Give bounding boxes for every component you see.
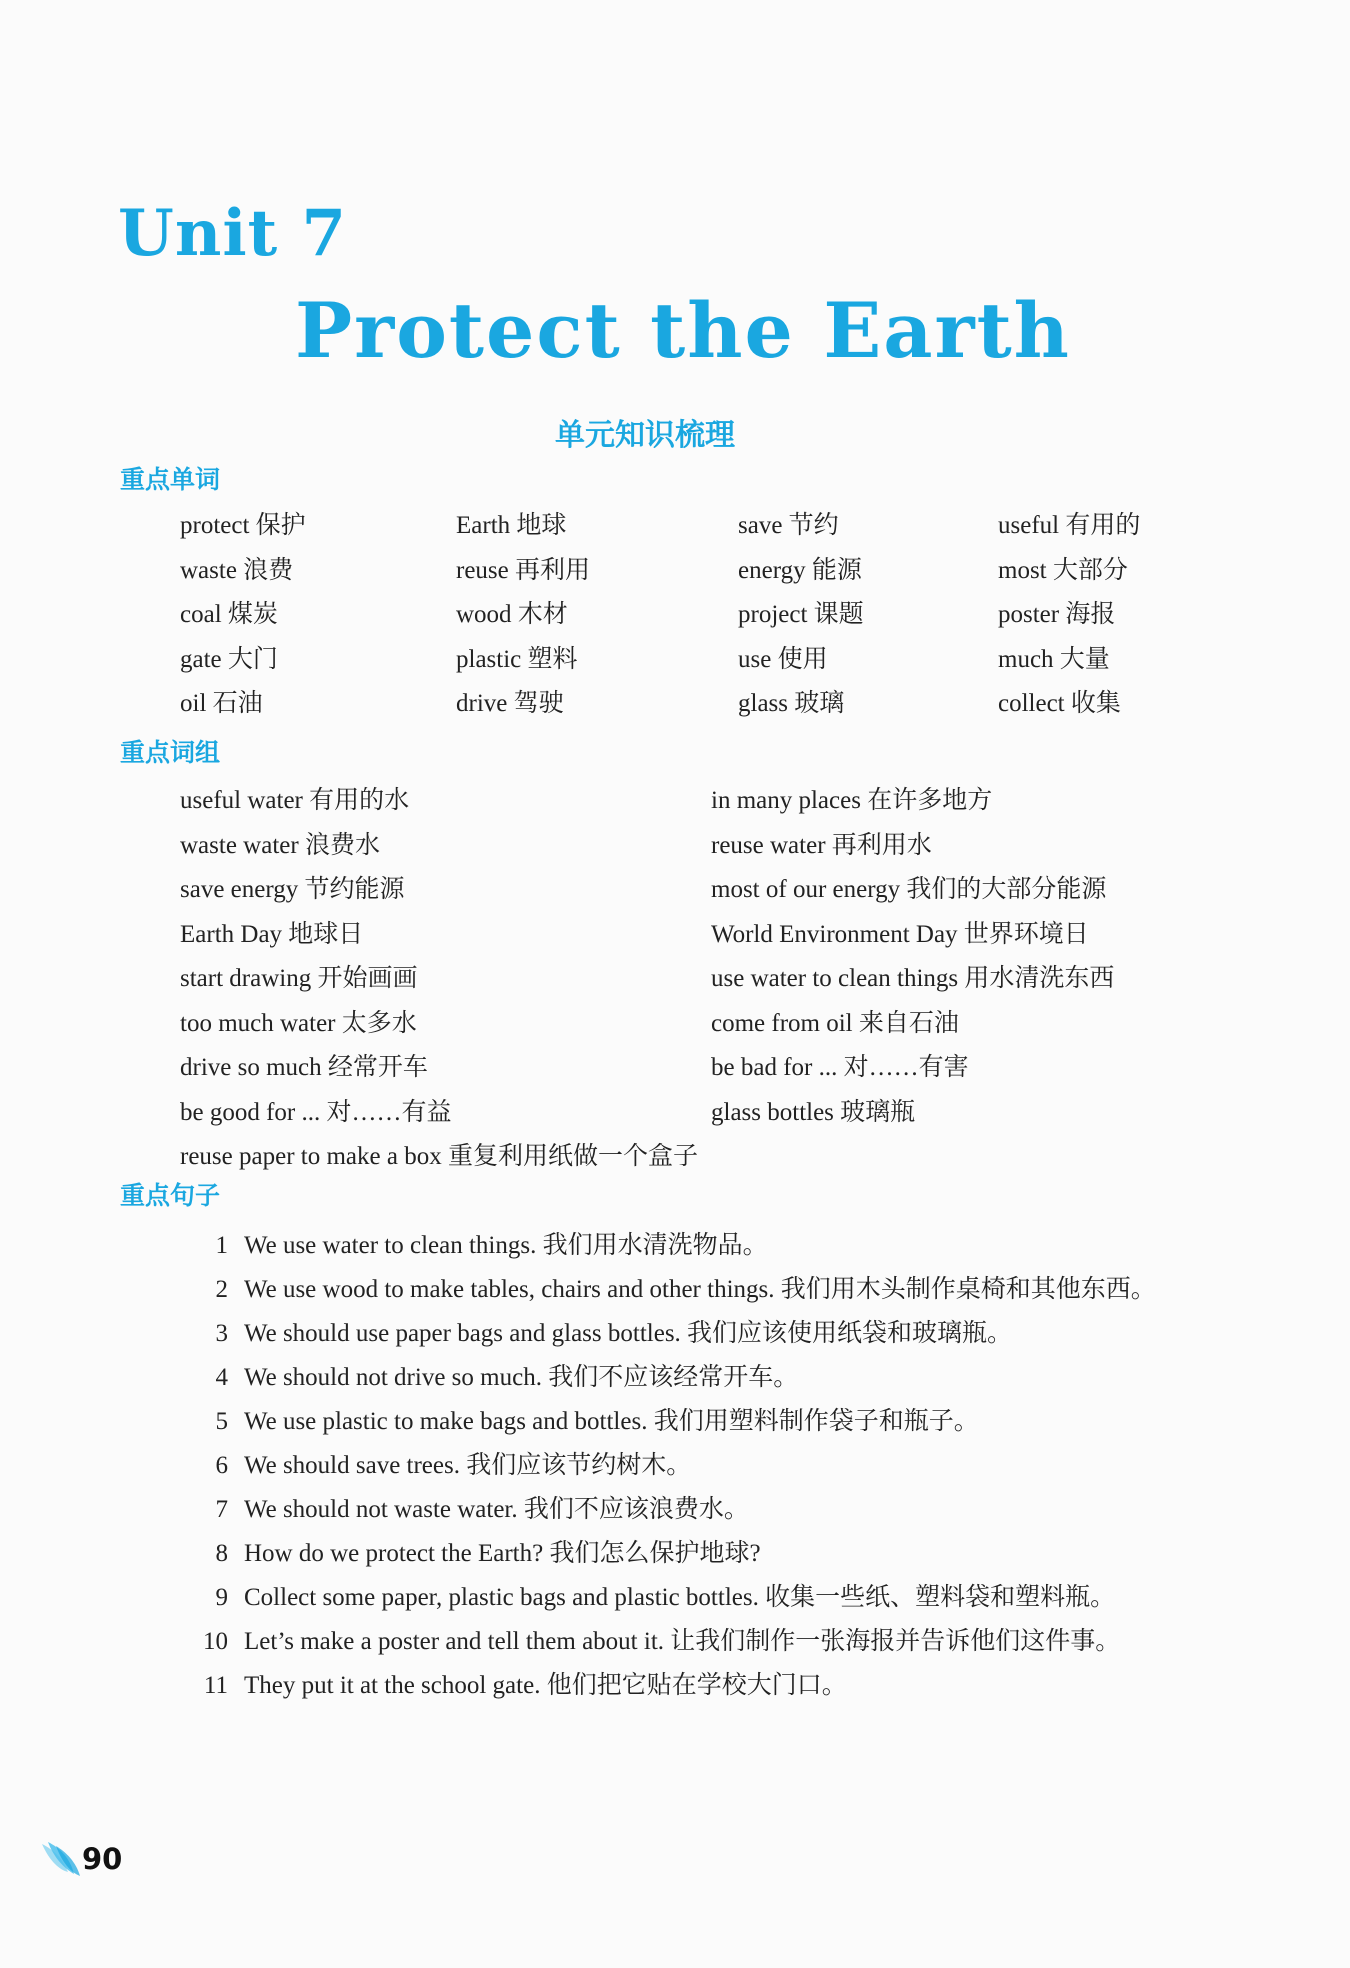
word-item: project 课题 xyxy=(738,601,864,628)
sentence-number: 10 xyxy=(203,1628,228,1655)
phrase-item: World Environment Day 世界环境日 xyxy=(711,920,1089,948)
sentence-text: We should use paper bags and glass bottles. 我们应该使用纸袋和玻璃瓶。 xyxy=(244,1320,1013,1347)
key-words-heading: 重点单词 xyxy=(120,465,221,494)
sentence-item xyxy=(180,1356,1200,1400)
sentence-text: We should not waste water. 我们不应该浪费水。 xyxy=(244,1496,749,1523)
sentence-item xyxy=(180,1224,1200,1268)
sentence-text: Let’s make a poster and tell them about it. 让我们制作一张海报并告诉他们这件事。 xyxy=(244,1628,1121,1655)
phrase-item: use water to clean things 用水清洗东西 xyxy=(711,965,1115,992)
word-item: protect 保护 xyxy=(180,512,306,539)
section-title: 单元知识梳理 xyxy=(555,418,735,453)
word-item: energy 能源 xyxy=(738,556,862,584)
sentence-text: We use water to clean things. 我们用水清洗物品。 xyxy=(244,1232,768,1259)
sentence-text: We should not drive so much. 我们不应该经常开车。 xyxy=(244,1364,799,1391)
phrase-item: most of our energy 我们的大部分能源 xyxy=(711,876,1107,903)
phrase-item: save energy 节约能源 xyxy=(180,876,405,903)
sentence-number: 9 xyxy=(215,1584,228,1611)
sentence-item xyxy=(180,1268,1200,1312)
word-item: gate 大门 xyxy=(180,645,278,673)
unit-title: Unit 7 xyxy=(118,196,348,271)
sentence-item xyxy=(180,1444,1200,1488)
word-item: plastic 塑料 xyxy=(456,645,578,673)
phrase-item: in many places 在许多地方 xyxy=(711,787,993,814)
phrase-item: Earth Day 地球日 xyxy=(180,920,364,948)
sentence-number: 11 xyxy=(203,1672,228,1699)
word-item: coal 煤炭 xyxy=(180,601,278,628)
phrase-item: come from oil 来自石油 xyxy=(711,1009,959,1037)
sentence-text: We use wood to make tables, chairs and other things. 我们用木头制作桌椅和其他东西。 xyxy=(244,1276,1156,1303)
phrase-item: too much water 太多水 xyxy=(180,1009,417,1037)
word-item: oil 石油 xyxy=(180,690,263,717)
sentence-text: We use plastic to make bags and bottles. 我们用塑料制作袋子和瓶子。 xyxy=(244,1408,979,1435)
sentence-item xyxy=(180,1664,1200,1708)
word-item: drive 驾驶 xyxy=(456,690,564,717)
sentence-number: 4 xyxy=(215,1364,228,1391)
phrase-item: glass bottles 玻璃瓶 xyxy=(711,1098,916,1126)
sentence-number: 1 xyxy=(215,1232,228,1259)
sentence-number: 7 xyxy=(215,1496,228,1523)
sentence-number: 8 xyxy=(215,1540,228,1567)
phrase-item: be good for ... 对……有益 xyxy=(180,1098,452,1126)
page-title: Protect the Earth xyxy=(295,286,1071,375)
word-item: waste 浪费 xyxy=(180,556,294,584)
sentence-text: Collect some paper, plastic bags and plastic bottles. 收集一些纸、塑料袋和塑料瓶。 xyxy=(244,1584,1116,1611)
phrase-item: drive so much 经常开车 xyxy=(180,1054,428,1081)
word-item: most 大部分 xyxy=(998,556,1128,584)
sentence-number: 5 xyxy=(215,1408,228,1435)
sentence-number: 2 xyxy=(215,1276,228,1303)
leaf-icon xyxy=(40,1840,84,1880)
sentence-text: They put it at the school gate. 他们把它贴在学校大门口。 xyxy=(244,1672,847,1699)
word-item: save 节约 xyxy=(738,512,839,539)
key-phrases-grid xyxy=(180,780,1231,1136)
word-item: reuse 再利用 xyxy=(456,556,590,584)
key-words-grid xyxy=(180,505,1238,728)
word-item: glass 玻璃 xyxy=(738,690,845,717)
phrase-item: be bad for ... 对……有害 xyxy=(711,1054,969,1081)
phrase-item: useful water 有用的水 xyxy=(180,787,410,814)
sentence-item xyxy=(180,1400,1200,1444)
sentence-item xyxy=(180,1312,1200,1356)
page-number: 90 xyxy=(82,1842,123,1876)
key-sentences-list xyxy=(180,1224,1200,1708)
word-item: Earth 地球 xyxy=(456,512,567,539)
key-phrases-heading: 重点词组 xyxy=(120,738,221,767)
word-item: poster 海报 xyxy=(998,601,1116,628)
sentence-item xyxy=(180,1488,1200,1532)
sentence-item xyxy=(180,1620,1200,1664)
phrase-item: start drawing 开始画画 xyxy=(180,965,418,992)
word-item: wood 木材 xyxy=(456,601,568,628)
word-item: collect 收集 xyxy=(998,690,1121,717)
sentence-item xyxy=(180,1576,1200,1620)
sentence-item xyxy=(180,1532,1200,1576)
sentence-number: 6 xyxy=(215,1452,228,1479)
word-item: much 大量 xyxy=(998,645,1110,673)
phrase-item: reuse water 再利用水 xyxy=(711,831,932,859)
word-item: useful 有用的 xyxy=(998,512,1141,539)
key-sentences-heading: 重点句子 xyxy=(120,1181,221,1210)
sentence-number: 3 xyxy=(215,1320,228,1347)
phrase-item: waste water 浪费水 xyxy=(180,831,380,859)
sentence-text: How do we protect the Earth? 我们怎么保护地球? xyxy=(244,1540,761,1567)
word-item: use 使用 xyxy=(738,645,828,673)
sentence-text: We should save trees. 我们应该节约树木。 xyxy=(244,1452,692,1479)
phrase-item: reuse paper to make a box 重复利用纸做一个盒子 xyxy=(180,1143,698,1170)
